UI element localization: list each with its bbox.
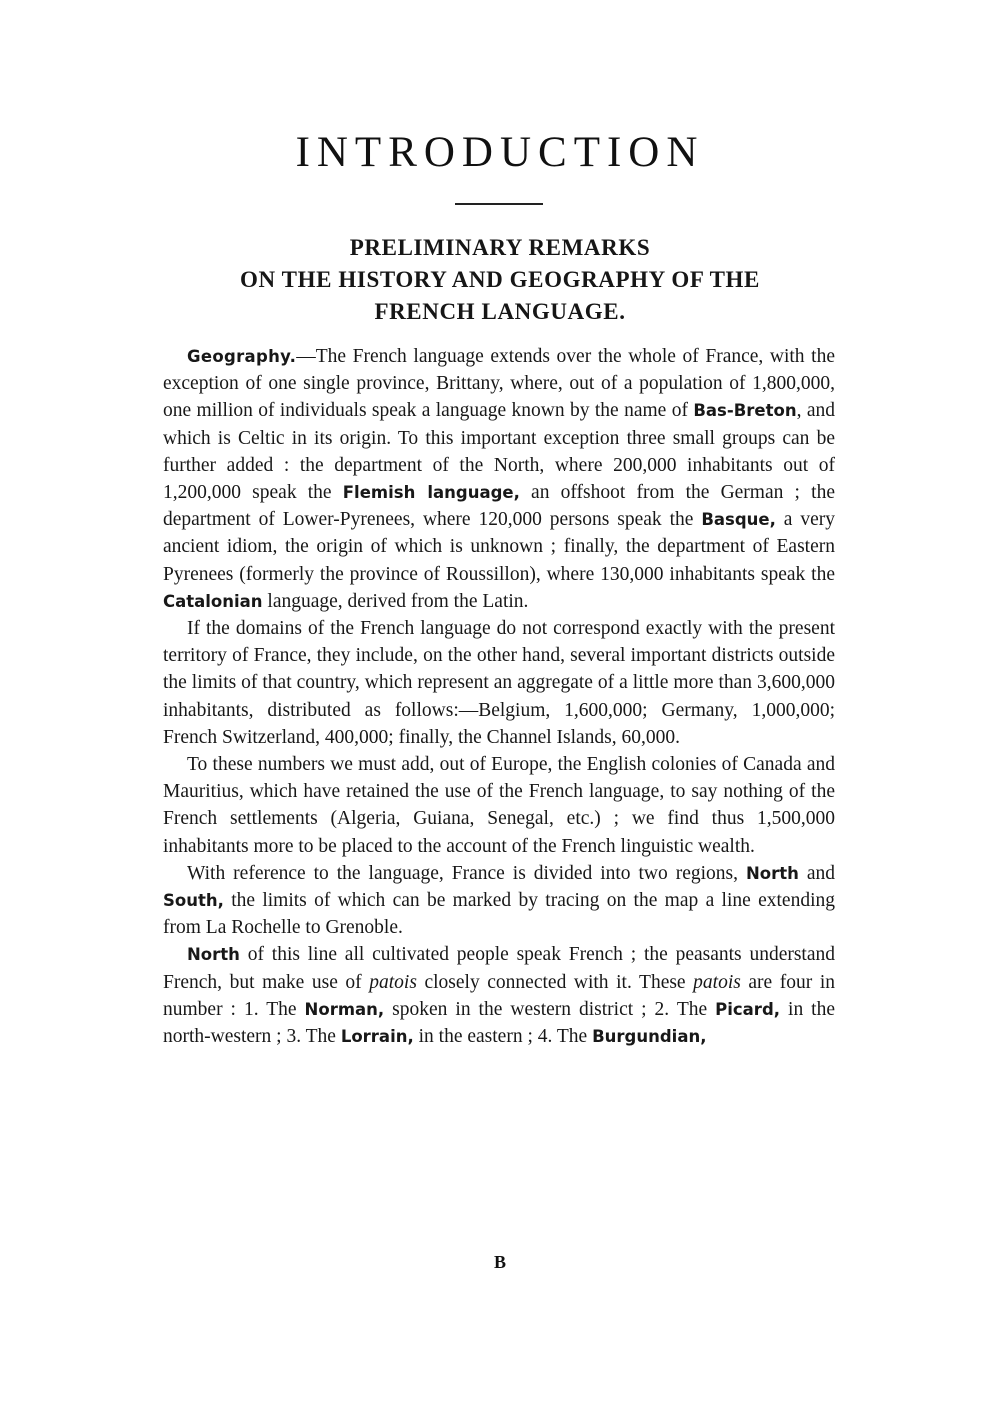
signature-mark: B: [493, 1252, 506, 1272]
paragraph-regions: [163, 860, 835, 942]
text-run: —The French language extends over the whole of France, with the exception of one single province, Brittany, where, out of a population of 1,800,000, one million of individuals speak a language known by the name of: [163, 346, 835, 422]
paragraph-north: [163, 941, 835, 1050]
text-run: With reference to the language, France is divided into two regions,: [187, 862, 746, 884]
term-north: North: [745, 863, 799, 883]
term-flemish: Flemish language,: [342, 483, 520, 503]
paragraph-domains: If the domains of the French language do not correspond exactly with the present territory of France, they include, on the other hand, several important districts outside the limits of that country, which represent an aggregate of a little more than 3,600,000 inhabitants, distributed as follows:—Belgium, 1,600,000; Germany, 1,000,000; French Switzerland, 400,000; finally, the Channel Islands, 60,000.: [163, 618, 835, 748]
italic-patois: patois: [369, 971, 417, 993]
term-picard: Picard,: [715, 999, 781, 1019]
term-bas-breton: Bas-Breton: [693, 401, 797, 421]
term-lorrain: Lorrain,: [340, 1027, 414, 1047]
text-run: closely connected with it. These: [416, 971, 694, 993]
text-run: the limits of which can be marked by tracing on the map a line extending from La Rochelle to Grenoble.: [163, 890, 835, 939]
text-run: spoken in the western district ; 2. The: [384, 998, 716, 1020]
paragraph-geography: [163, 343, 835, 615]
title-divider: [455, 203, 543, 205]
term-catalonian: Catalonian: [163, 591, 263, 611]
body-text: [163, 343, 835, 1050]
text-run: language, derived from the Latin.: [262, 590, 529, 612]
text-run: an offshoot from the German ; the department of Lower-Pyrenees, where 120,000 persons speak the: [163, 482, 835, 531]
text-run: in the eastern ; 4. The: [413, 1026, 593, 1048]
page-title: INTRODUCTION: [295, 129, 705, 176]
term-norman: Norman,: [304, 999, 385, 1019]
term-basque: Basque,: [701, 510, 776, 530]
section-subtitle: [0, 232, 1000, 328]
term-south: South,: [163, 891, 224, 911]
text-run: , and which is Celtic in its origin. To this important exception three small groups can be further added : the department of the North, where 200,000 inhabitants out of 1,200,000 speak the: [163, 400, 836, 504]
subtitle-line-1: PRELIMINARY REMARKS: [349, 235, 651, 260]
paragraph-colonies: To these numbers we must add, out of Europe, the English colonies of Canada and Mauritius, which have retained the use of the French language, to say nothing of the French settlements (Algeria, Guiana, Senegal, etc.) ; we find thus 1,500,000 inhabitants more to be placed to the account of the French linguistic wealth.: [163, 754, 835, 857]
term-burgundian: Burgundian,: [592, 1027, 707, 1047]
text-run: a very ancient idiom, the origin of which is unknown ; finally, the department of Eastern Pyrenees (formerly the province of Roussillon), where 130,000 inhabitants speak the: [163, 509, 835, 585]
subtitle-line-3: FRENCH LANGUAGE.: [374, 299, 626, 324]
italic-patois: patois: [693, 971, 741, 993]
paragraph-heading: Geography.: [187, 347, 297, 366]
subtitle-line-2: ON THE HISTORY AND GEOGRAPHY OF THE: [240, 267, 760, 292]
text-run: of this line all cultivated people speak French ; the peasants understand French, but make use of: [163, 944, 835, 993]
text-run: in the north-western ; 3. The: [163, 998, 836, 1048]
text-run: and: [798, 862, 835, 884]
text-run: are four in number : 1. The: [163, 971, 835, 1020]
term-north: North: [187, 945, 240, 965]
